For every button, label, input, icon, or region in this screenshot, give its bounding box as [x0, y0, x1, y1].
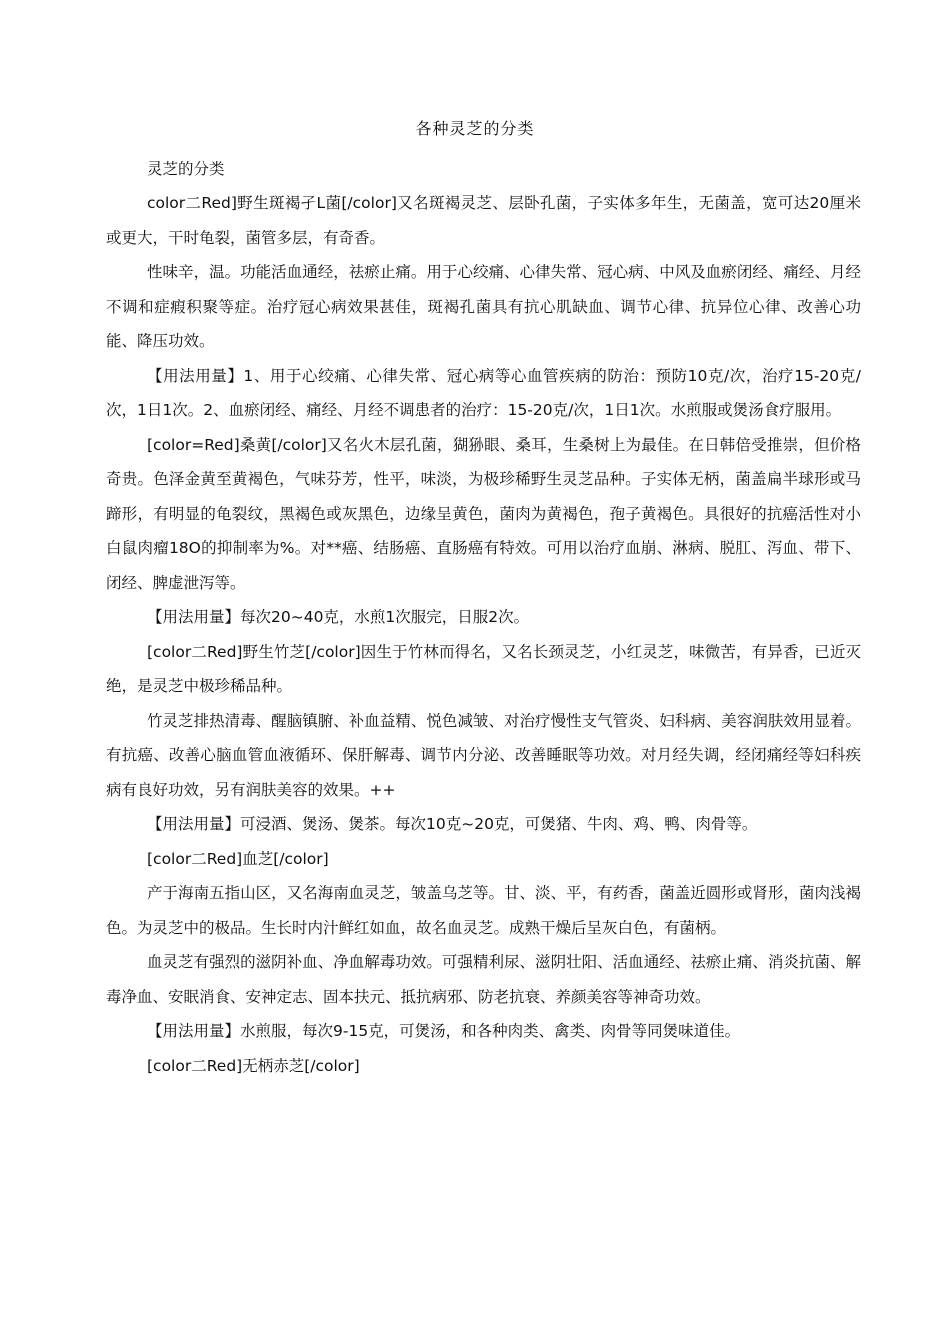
paragraph-banhe-efficacy: 性味辛，温。功能活血通经，祛瘀止痛。用于心绞痛、心律失常、冠心病、中风及血瘀闭经、痛经、月经不调和症瘕积聚等症。治疗冠心病效果甚佳，斑褐孔菌具有抗心肌缺血、调节心律、抗异位心律、改善心功能、降压功效。	[106, 263, 861, 350]
paragraph-zhuzhi-efficacy: 竹灵芝排热清毒、醒脑镇腑、补血益精、悦色减皱、对治疗慢性支气管炎、妇科病、美容润肤效用显着。有抗癌、改善心脑血管血液循环、保肝解毒、调节内分泌、改善睡眠等功效。对月经失调，经闭痛经等妇科疾病有良好功效，另有润肤美容的效果。++	[106, 711, 861, 799]
paragraph-xuezhi: 产于海南五指山区，又名海南血灵芝，皱盖乌芝等。甘、淡、平，有药香，菌盖近圆形或肾形，菌肉浅褐色。为灵芝中的极品。生长时内汁鲜红如血，故名血灵芝。成熟干燥后呈灰白色，有菌柄。	[106, 884, 861, 937]
paragraph-sanghuang: [color=Red]桑黄[/color]又名火木层孔菌，猢狲眼、桑耳，生桑树上为最佳。在日韩倍受推崇，但价格奇贵。色泽金黄至黄褐色，气味芬芳，性平，味淡，为极珍稀野生灵芝品种。子实体无柄，菌盖扁半球形或马蹄形，有明显的龟裂纹，黑褐色或灰黑色，边缘呈黄色，菌肉为黄褐色，孢子黄褐色。具很好的抗癌活性对小白鼠肉瘤18O的抑制率为%。对**癌、结肠癌、直肠癌有特效。可用以治疗血崩、淋病、脱肛、泻血、带下、闭经、脾虚泄泻等。	[106, 435, 861, 592]
document-body	[106, 152, 861, 1083]
paragraph-xuezhi-dosage: 【用法用量】水煎服，每次9-15克，可煲汤，和各种肉类、禽类、肉骨等同煲味道佳。	[147, 1022, 741, 1040]
paragraph-xuezhi-efficacy: 血灵芝有强烈的滋阴补血、净血解毒功效。可强精利尿、滋阴壮阳、活血通经、祛瘀止痛、消炎抗菌、解毒净血、安眠消食、安神定志、固本扶元、抵抗病邪、防老抗衰、养颜美容等神奇功效。	[106, 953, 861, 1006]
paragraph-banhe-kongjun: color二Red]野生斑褐孑L菌[/color]又名斑褐灵芝、层卧孔菌，子实体多年生，无菌盖，宽可达20厘米或更大，干时龟裂，菌管多层，有奇香。	[106, 194, 861, 247]
heading-wubing-chizhi: [color二Red]无柄赤芝[/color]	[147, 1056, 360, 1075]
heading-xuezhi: [color二Red]血芝[/color]	[147, 849, 329, 868]
paragraph-sanghuang-dosage: 【用法用量】每次20~40克，水煎1次服完，日服2次。	[147, 608, 530, 626]
paragraph-zhuzhi: [color二Red]野生竹芝[/color]因生于竹林而得名，又名长颈灵芝，小红灵芝，味微苦，有异香，已近灭绝，是灵芝中极珍稀品种。	[106, 642, 861, 695]
document-title: 各种灵芝的分类	[415, 119, 535, 138]
paragraph-zhuzhi-dosage: 【用法用量】可浸酒、煲汤、煲茶。每次10克~20克，可煲猪、牛肉、鸡、鸭、肉骨等。	[147, 815, 758, 833]
paragraph-banhe-dosage: 【用法用量】1、用于心绞痛、心律失常、冠心病等心血管疾病的防治：预防10克/次，治疗15-20克/次，1日1次。2、血瘀闭经、痛经、月经不调患者的治疗：15-20克/次，1日1次。水煎服或煲汤食疗服用。	[106, 366, 861, 419]
section-heading: 灵芝的分类	[147, 160, 225, 178]
